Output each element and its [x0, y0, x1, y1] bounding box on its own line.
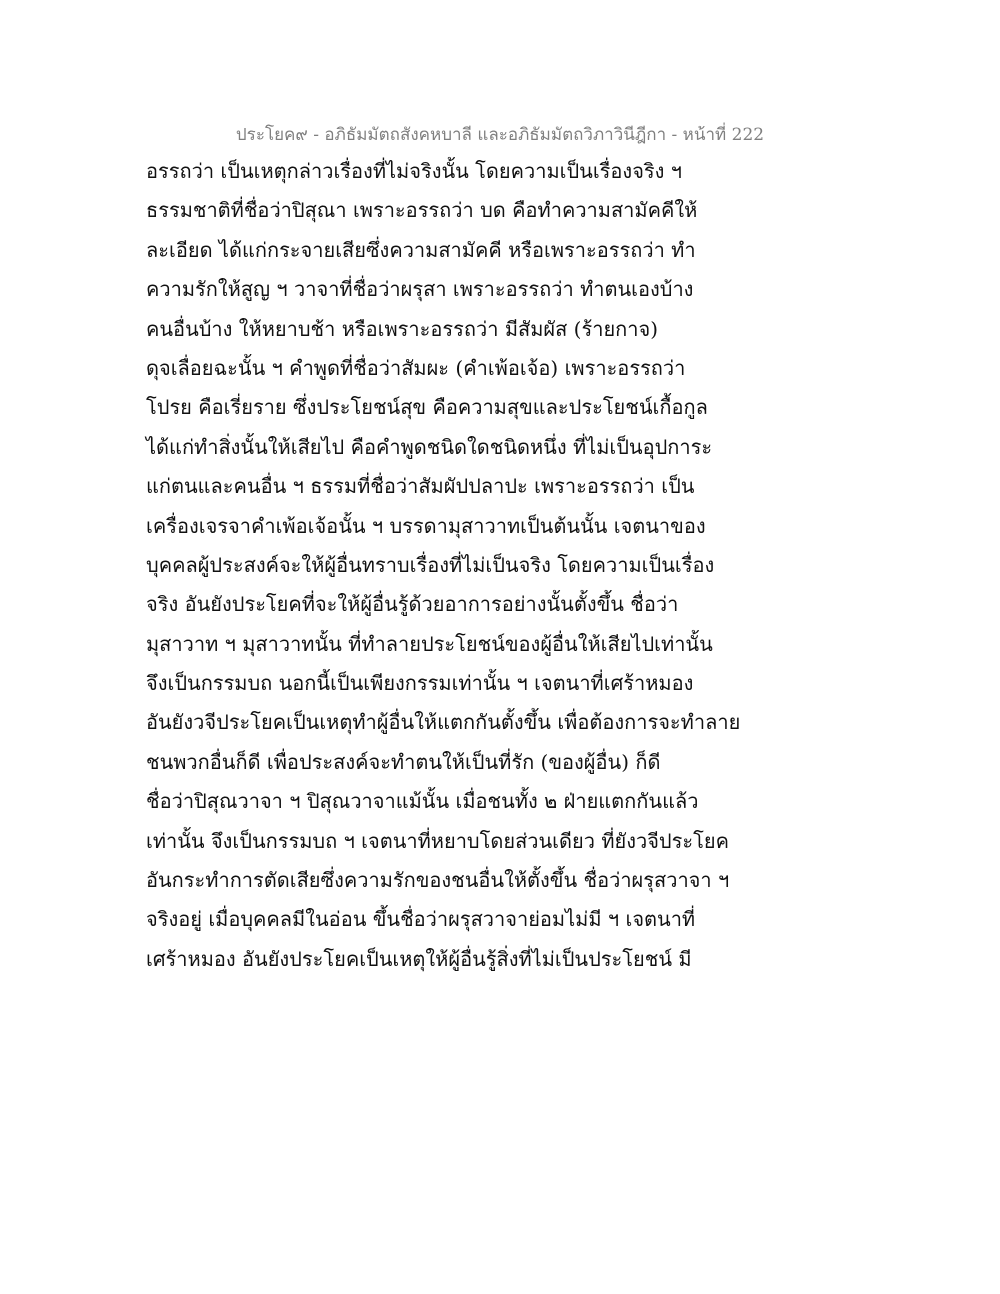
text-line: จึงเป็นกรรมบถ นอกนี้เป็นเพียงกรรมเท่านั้น ฯ เจตนาที่เศร้าหมอง: [146, 671, 694, 696]
text-line: ละเอียด ได้แก่กระจายเสียซึ่งความสามัคคี หรือเพราะอรรถว่า ทำ: [146, 237, 696, 262]
text-line: แก่ตนและคนอื่น ฯ ธรรมที่ชื่อว่าสัมผัปปลาปะ เพราะอรรถว่า เป็น: [146, 474, 695, 499]
text-line: บุคคลผู้ประสงค์จะให้ผู้อื่นทราบเรื่องที่ไม่เป็นจริง โดยความเป็นเรื่อง: [146, 552, 715, 577]
text-line: ชนพวกอื่นก็ดี เพื่อประสงค์จะทำตนให้เป็นที่รัก (ของผู้อื่น) ก็ดี: [146, 749, 661, 774]
text-line: เครื่องเจรจาคำเพ้อเจ้อนั้น ฯ บรรดามุสาวาทเป็นต้นนั้น เจตนาของ: [146, 513, 706, 538]
text-line: ดุจเลื่อยฉะนั้น ฯ คำพูดที่ชื่อว่าสัมผะ (คำเพ้อเจ้อ) เพราะอรรถว่า: [146, 355, 686, 380]
text-line: อรรถว่า เป็นเหตุกล่าวเรื่องที่ไม่จริงนั้น โดยความเป็นเรื่องจริง ฯ: [146, 159, 683, 183]
text-line: โปรย คือเรี่ยราย ซึ่งประโยชน์สุข คือความสุขและประโยชน์เกื้อกูล: [146, 395, 708, 420]
text-line: ชื่อว่าปิสุณวาจา ฯ ปิสุณวาจาแม้นั้น เมื่อชนทั้ง ๒ ฝ่ายแตกกันแล้ว: [146, 789, 699, 814]
text-line: คนอื่นบ้าง ให้หยาบช้า หรือเพราะอรรถว่า มีสัมผัส (ร้ายกาจ): [146, 316, 659, 341]
text-line: เศร้าหมอง อันยังประโยคเป็นเหตุให้ผู้อื่นรู้สิ่งที่ไม่เป็นประโยชน์ มี: [146, 946, 692, 971]
text-line: อันกระทำการตัดเสียซึ่งความรักของชนอื่นให้ตั้งขึ้น ชื่อว่าผรุสวาจา ฯ: [146, 868, 730, 893]
running-header: ประโยค๙ - อภิธัมมัตถสังคหบาลี และอภิธัมมัตถวิภาวินีฎีกา - หน้าที่ 222: [235, 125, 765, 145]
text-line: จริง อันยังประโยคที่จะให้ผู้อื่นรู้ด้วยอาการอย่างนั้นตั้งขึ้น ชื่อว่า: [146, 592, 679, 617]
text-line: ธรรมชาติที่ชื่อว่าปิสุณา เพราะอรรถว่า บด คือทำความสามัคคีให้: [146, 198, 698, 223]
text-line: เท่านั้น จึงเป็นกรรมบถ ฯ เจตนาที่หยาบโดยส่วนเดียว ที่ยังวจีประโยค: [146, 828, 729, 853]
text-line: มุสาวาท ฯ มุสาวาทนั้น ที่ทำลายประโยชน์ของผู้อื่นให้เสียไปเท่านั้น: [146, 631, 713, 656]
text-line: จริงอยู่ เมื่อบุคคลมีในอ่อน ขึ้นชื่อว่าผรุสวาจาย่อมไม่มี ฯ เจตนาที่: [146, 907, 696, 932]
body-text: [146, 152, 746, 979]
text-line: ได้แก่ทำสิ่งนั้นให้เสียไป คือคำพูดชนิดใดชนิดหนึ่ง ที่ไม่เป็นอุปการะ: [146, 434, 713, 459]
text-line: อันยังวจีประโยคเป็นเหตุทำผู้อื่นให้แตกกันตั้งขึ้น เพื่อต้องการจะทำลาย: [146, 710, 741, 735]
text-line: ความรักให้สูญ ฯ วาจาที่ชื่อว่าผรุสา เพราะอรรถว่า ทำตนเองบ้าง: [146, 277, 694, 302]
